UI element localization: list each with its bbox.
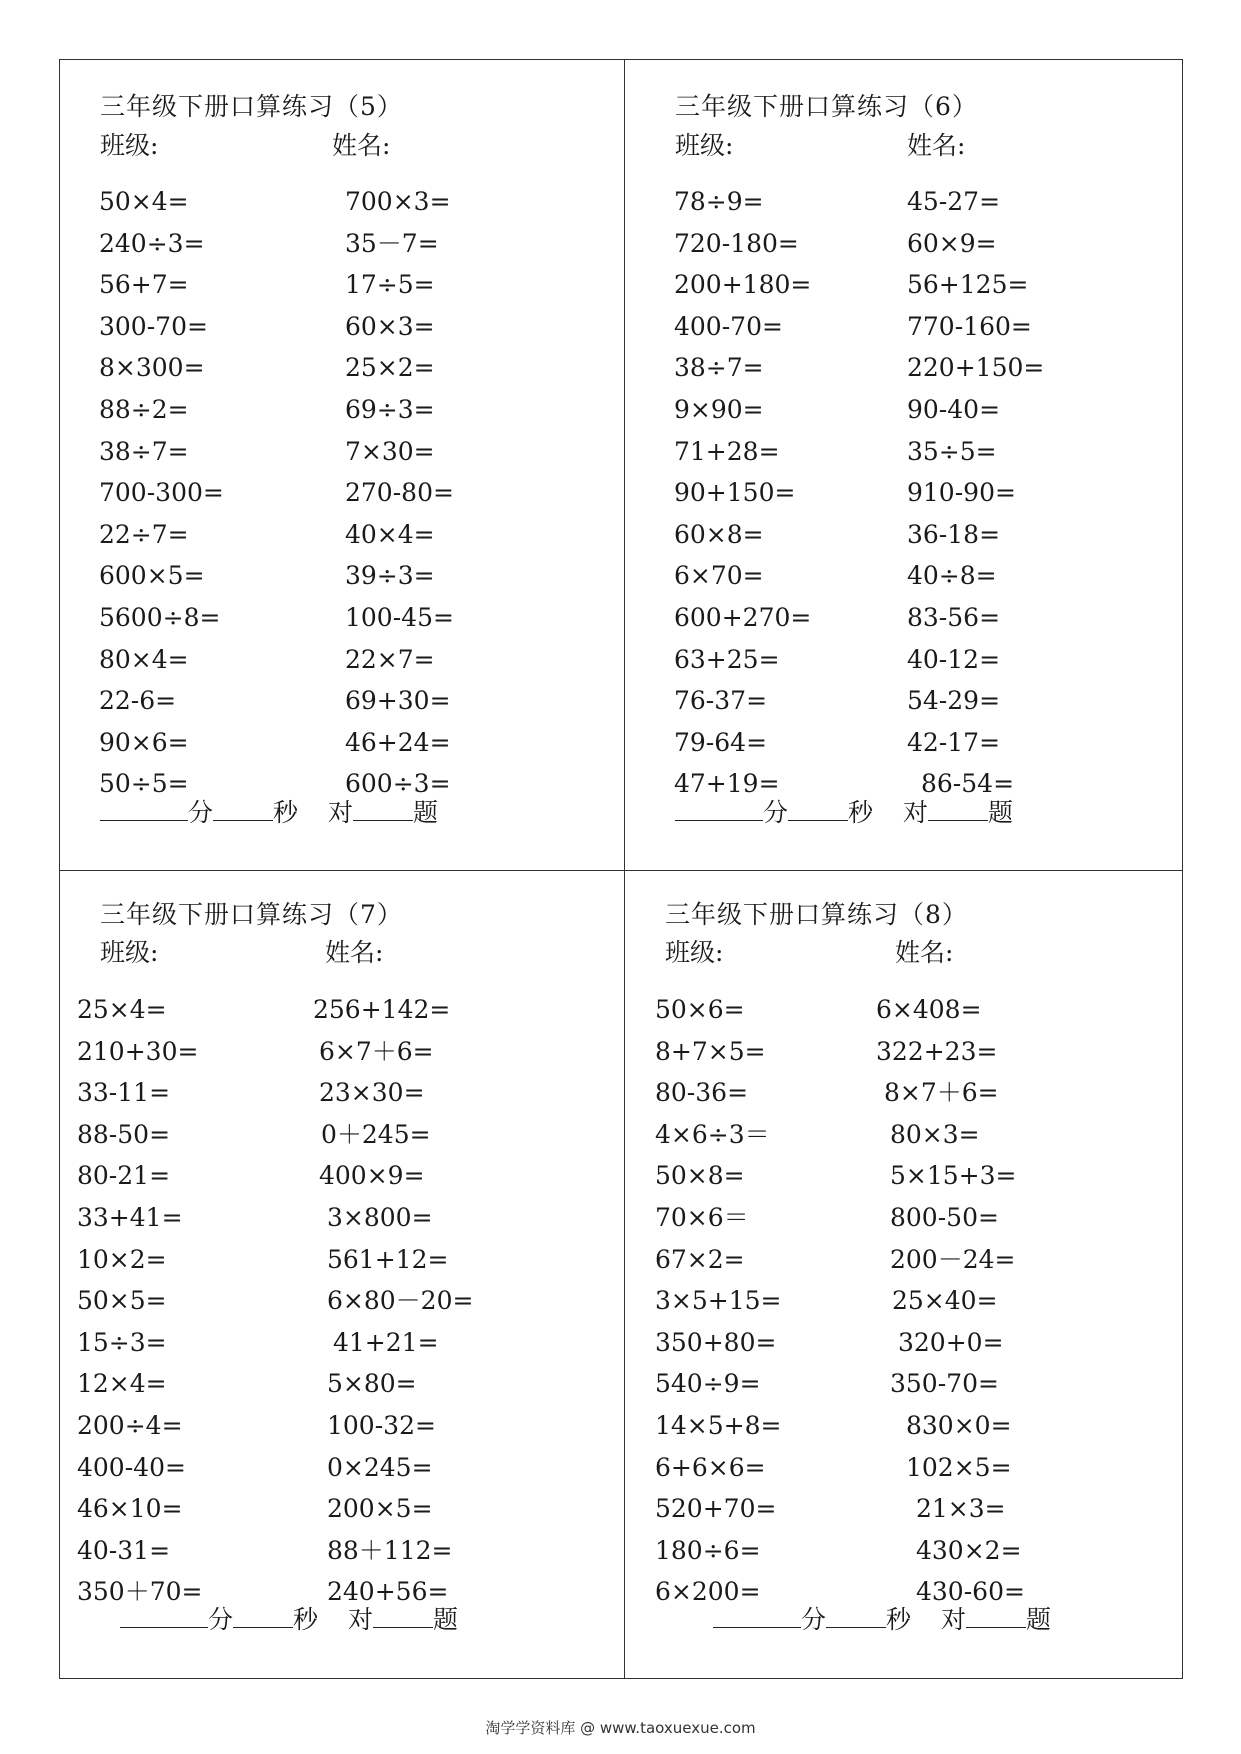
problem-left: 63+25= — [674, 644, 780, 674]
problem-right: 60×3= — [345, 311, 435, 341]
vertical-divider — [624, 60, 625, 1678]
problem-left: 33-11= — [77, 1078, 171, 1108]
problem-right: 35÷5= — [907, 436, 997, 466]
problem-right: 41+21= — [333, 1327, 439, 1357]
problem-left: 400-70= — [674, 311, 783, 341]
problem-right: 7×30= — [345, 436, 435, 466]
problem-right: 46+24= — [345, 727, 451, 757]
problem-right: 320+0= — [898, 1327, 1004, 1357]
problem-right: 54-29= — [907, 686, 1001, 716]
problem-left: 79-64= — [674, 727, 768, 757]
problem-right: 430×2= — [916, 1535, 1022, 1565]
questions-label: 题 — [1026, 1605, 1052, 1634]
problem-left: 80-21= — [77, 1161, 171, 1191]
class-label: 班级: — [665, 938, 724, 967]
problem-right: 8×7＋6= — [884, 1078, 999, 1108]
seconds-label: 秒 — [273, 798, 299, 827]
blank-line[interactable] — [353, 798, 413, 821]
problem-left: 540÷9= — [655, 1369, 761, 1399]
blank-line[interactable] — [213, 798, 273, 821]
problem-right: 5×15+3= — [890, 1161, 1017, 1191]
problem-left: 90+150= — [674, 478, 796, 508]
questions-label: 题 — [433, 1605, 459, 1634]
problem-left: 88÷2= — [99, 395, 189, 424]
problem-left: 600×5= — [99, 561, 205, 591]
problem-left: 50÷5= — [99, 769, 189, 799]
problem-right: 39÷3= — [345, 561, 435, 591]
problem-right: 100-45= — [345, 603, 454, 632]
problem-left: 25×4= — [77, 995, 167, 1024]
problem-right: 21×3= — [916, 1494, 1006, 1524]
problem-left: 33+41= — [77, 1203, 183, 1232]
timing-footer — [713, 1605, 1051, 1635]
problem-left: 6×200= — [655, 1577, 761, 1607]
problem-left: 200+180= — [674, 270, 812, 300]
timing-footer — [675, 798, 1013, 828]
problem-right: 90-40= — [907, 395, 1001, 424]
class-label: 班级: — [100, 131, 159, 160]
correct-label: 对 — [348, 1605, 374, 1634]
problem-right: 5×80= — [327, 1369, 417, 1399]
problem-left: 14×5+8= — [655, 1411, 782, 1440]
problem-left: 8+7×5= — [655, 1036, 766, 1066]
problem-right: 800-50= — [890, 1203, 999, 1232]
problem-left: 38÷7= — [99, 436, 189, 466]
problem-left: 210+30= — [77, 1036, 199, 1066]
problem-right: 200×5= — [327, 1494, 433, 1524]
problem-left: 76-37= — [674, 686, 768, 716]
problem-left: 9×90= — [674, 395, 764, 424]
questions-label: 题 — [413, 798, 439, 827]
problem-left: 5600÷8= — [99, 603, 221, 632]
problem-right: 35－7= — [345, 228, 439, 258]
worksheet-title: 三年级下册口算练习（5） — [100, 92, 403, 121]
problem-right: 45-27= — [907, 187, 1001, 216]
problem-left: 80-36= — [655, 1078, 749, 1108]
problem-right: 42-17= — [907, 727, 1001, 757]
name-label: 姓名: — [895, 938, 954, 967]
problem-right: 86-54= — [921, 769, 1015, 799]
blank-line[interactable] — [966, 1605, 1026, 1628]
problem-right: 22×7= — [345, 644, 435, 674]
problem-left: 50×8= — [655, 1161, 745, 1191]
problem-right: 910-90= — [907, 478, 1016, 508]
problem-right: 350-70= — [890, 1369, 999, 1399]
problem-left: 67×2= — [655, 1244, 745, 1274]
blank-line[interactable] — [100, 798, 188, 821]
correct-label: 对 — [328, 798, 354, 827]
problem-right: 322+23= — [876, 1036, 998, 1066]
correct-label: 对 — [941, 1605, 967, 1634]
problem-left: 4×6÷3＝ — [655, 1119, 770, 1149]
worksheet-title: 三年级下册口算练习（8） — [665, 900, 968, 929]
problem-left: 200÷4= — [77, 1411, 183, 1440]
worksheet-title: 三年级下册口算练习（7） — [100, 900, 403, 929]
questions-label: 题 — [988, 798, 1014, 827]
problem-left: 720-180= — [674, 228, 799, 258]
problem-left: 6×70= — [674, 561, 764, 591]
problem-left: 350+80= — [655, 1327, 777, 1357]
problem-left: 78÷9= — [674, 187, 764, 216]
problem-left: 300-70= — [99, 311, 208, 341]
problem-right: 0＋245= — [321, 1119, 431, 1149]
problem-right: 17÷5= — [345, 270, 435, 300]
problem-right: 270-80= — [345, 478, 454, 508]
horizontal-divider — [60, 870, 1182, 871]
problem-left: 90×6= — [99, 727, 189, 757]
problem-left: 350＋70= — [77, 1577, 203, 1607]
name-label: 姓名: — [332, 131, 391, 160]
problem-right: 0×245= — [327, 1452, 433, 1482]
worksheet-title: 三年级下册口算练习（6） — [675, 92, 978, 121]
name-label: 姓名: — [907, 131, 966, 160]
problem-right: 25×2= — [345, 353, 435, 383]
problem-left: 22-6= — [99, 686, 177, 716]
minutes-label: 分 — [763, 798, 789, 827]
minutes-label: 分 — [208, 1605, 234, 1634]
problem-left: 10×2= — [77, 1244, 167, 1274]
problem-right: 220+150= — [907, 353, 1045, 383]
problem-right: 240+56= — [327, 1577, 449, 1607]
problem-right: 700×3= — [345, 187, 451, 216]
problem-left: 6+6×6= — [655, 1452, 766, 1482]
problem-right: 83-56= — [907, 603, 1001, 632]
watermark: 淘学学资料库 @ www.taoxuexue.com — [485, 1719, 756, 1737]
blank-line[interactable] — [826, 1605, 886, 1628]
problem-right: 80×3= — [890, 1119, 980, 1149]
timing-footer — [100, 798, 438, 828]
blank-line[interactable] — [928, 798, 988, 821]
worksheet-sheet — [59, 59, 1183, 1679]
problem-right: 56+125= — [907, 270, 1029, 300]
problem-left: 180÷6= — [655, 1535, 761, 1565]
problem-right: 69+30= — [345, 686, 451, 716]
blank-line[interactable] — [713, 1605, 801, 1628]
problem-right: 40÷8= — [907, 561, 997, 591]
problem-right: 40×4= — [345, 519, 435, 549]
problem-right: 69÷3= — [345, 395, 435, 424]
problem-left: 50×5= — [77, 1286, 167, 1316]
seconds-label: 秒 — [848, 798, 874, 827]
correct-label: 对 — [903, 798, 929, 827]
problem-left: 46×10= — [77, 1494, 183, 1524]
problem-right: 830×0= — [906, 1411, 1012, 1440]
problem-left: 600+270= — [674, 603, 812, 632]
problem-right: 400×9= — [319, 1161, 425, 1191]
problem-left: 400-40= — [77, 1452, 186, 1482]
problem-left: 47+19= — [674, 769, 780, 799]
problem-left: 50×4= — [99, 187, 189, 216]
problem-left: 520+70= — [655, 1494, 777, 1524]
problem-left: 22÷7= — [99, 519, 189, 549]
problem-right: 6×7＋6= — [319, 1036, 434, 1066]
problem-left: 70×6＝ — [655, 1203, 749, 1232]
blank-line[interactable] — [233, 1605, 293, 1628]
problem-left: 71+28= — [674, 436, 780, 466]
problem-right: 88＋112= — [327, 1535, 453, 1565]
problem-right: 25×40= — [892, 1286, 998, 1316]
problem-left: 80×4= — [99, 644, 189, 674]
blank-line[interactable] — [675, 798, 763, 821]
problem-left: 88-50= — [77, 1119, 171, 1149]
problem-left: 60×8= — [674, 519, 764, 549]
problem-left: 240÷3= — [99, 228, 205, 258]
class-label: 班级: — [100, 938, 159, 967]
problem-right: 36-18= — [907, 519, 1001, 549]
problem-right: 561+12= — [327, 1244, 449, 1274]
seconds-label: 秒 — [886, 1605, 912, 1634]
problem-left: 40-31= — [77, 1535, 171, 1565]
minutes-label: 分 — [801, 1605, 827, 1634]
problem-right: 60×9= — [907, 228, 997, 258]
problem-right: 102×5= — [906, 1452, 1012, 1482]
problem-right: 256+142= — [313, 995, 451, 1024]
problem-right: 100-32= — [327, 1411, 436, 1440]
problem-left: 12×4= — [77, 1369, 167, 1399]
problem-left: 56+7= — [99, 270, 189, 300]
problem-right: 200－24= — [890, 1244, 1016, 1274]
problem-left: 50×6= — [655, 995, 745, 1024]
problem-right: 430-60= — [916, 1577, 1025, 1607]
problem-left: 700-300= — [99, 478, 224, 508]
problem-right: 600÷3= — [345, 769, 451, 799]
class-label: 班级: — [675, 131, 734, 160]
name-label: 姓名: — [325, 938, 384, 967]
problem-left: 8×300= — [99, 353, 205, 383]
problem-right: 6×408= — [876, 995, 982, 1024]
problem-right: 23×30= — [319, 1078, 425, 1108]
problem-right: 3×800= — [327, 1203, 433, 1232]
problem-left: 15÷3= — [77, 1327, 167, 1357]
blank-line[interactable] — [120, 1605, 208, 1628]
problem-left: 38÷7= — [674, 353, 764, 383]
blank-line[interactable] — [788, 798, 848, 821]
problem-right: 40-12= — [907, 644, 1001, 674]
seconds-label: 秒 — [293, 1605, 319, 1634]
problem-left: 3×5+15= — [655, 1286, 782, 1316]
problem-right: 770-160= — [907, 311, 1032, 341]
timing-footer — [120, 1605, 458, 1635]
minutes-label: 分 — [188, 798, 214, 827]
problem-right: 6×80－20= — [327, 1286, 474, 1316]
blank-line[interactable] — [373, 1605, 433, 1628]
